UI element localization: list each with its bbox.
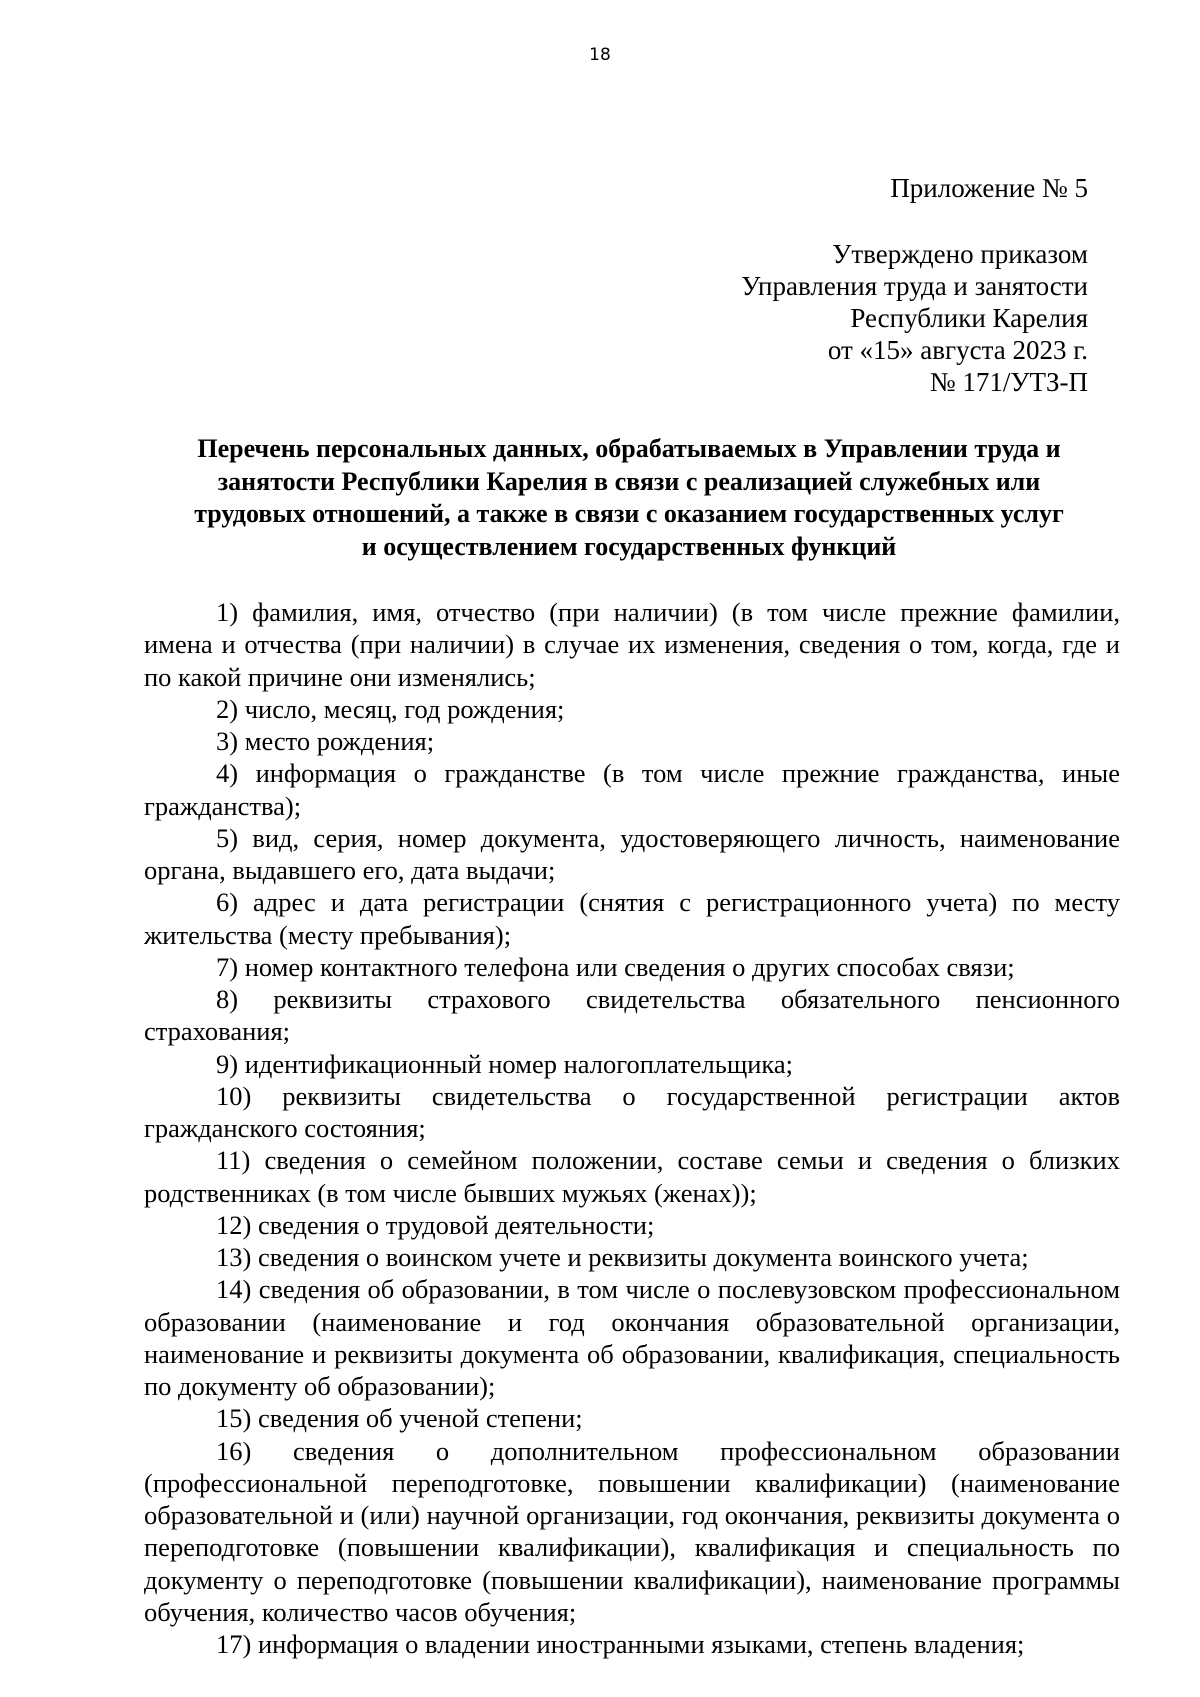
appendix-label: Приложение № 5 xyxy=(890,173,1088,203)
title-line: трудовых отношений, а также в связи с оказанием государственных услуг xyxy=(194,499,1064,528)
list-item: 9) идентификационный номер налогоплательщика; xyxy=(216,1048,794,1079)
title-line: и осуществлением государственных функций xyxy=(361,531,897,561)
list-item: 15) сведения об ученой степени; xyxy=(216,1403,583,1434)
list-item: 10) реквизиты свидетельства о государственной регистрации актов гражданского состояния; xyxy=(144,1080,1120,1143)
list-item: 13) сведения о воинском учете и реквизиты документа воинского учета; xyxy=(216,1242,1029,1272)
document-title xyxy=(140,433,1118,563)
list-item: 7) номер контактного телефона или сведения о других способах связи; xyxy=(216,951,1015,982)
list-item: 8) реквизиты страхового свидетельства обязательного пенсионного страхования; xyxy=(144,984,1120,1047)
list-item: 11) сведения о семейном положении, составе семьи и сведения о близких родственниках (в том числе бывших мужьях (женах)); xyxy=(144,1145,1120,1208)
list-item: 4) информация о гражданстве (в том числе прежние гражданства, иные гражданства); xyxy=(144,758,1120,821)
list-item: 17) информация о владении иностранными языками, степень владения; xyxy=(216,1629,1025,1659)
approval-block xyxy=(741,238,1088,398)
list-item: 16) сведения о дополнительном профессиональном образовании (профессиональной переподготовке, повышении квалификации) (наименование образовательной и (или) научной организации, год окончания, реквизиты документа о переподготовке (повышении квалификации), квалификация и специальность по документу о переподготовке (повышении квалификации), наименование программы обучения, количество часов обучения; xyxy=(144,1435,1120,1627)
approval-line: Утверждено приказом xyxy=(832,239,1088,269)
list-item: 12) сведения о трудовой деятельности; xyxy=(216,1209,655,1240)
approval-date: от «15» августа 2023 г. xyxy=(827,335,1088,365)
personal-data-list xyxy=(144,596,1120,1660)
list-item: 5) вид, серия, номер документа, удостоверяющего личность, наименование органа, выдавшего его, дата выдачи; xyxy=(144,822,1120,885)
approval-line: Республики Карелия xyxy=(850,303,1088,333)
list-item: 2) число, месяц, год рождения; xyxy=(216,693,565,724)
page-number: 18 xyxy=(589,45,611,65)
title-line: занятости Республики Карелия в связи с реализацией служебных или xyxy=(217,466,1041,496)
approval-line: Управления труда и занятости xyxy=(741,271,1088,301)
list-item: 6) адрес и дата регистрации (снятия с регистрационного учета) по месту жительства (месту пребывания); xyxy=(144,887,1120,950)
list-item: 1) фамилия, имя, отчество (при наличии) (в том числе прежние фамилии, имена и отчества (при наличии) в случае их изменения, сведения о том, когда, где и по какой причине они изменялись; xyxy=(144,597,1120,692)
list-item: 3) место рождения; xyxy=(216,726,435,756)
list-item: 14) сведения об образовании, в том числе о послевузовском профессиональном образовании (наименование и год окончания образовательной организации, наименование и реквизиты документа об образовании, квалификация, специальность по документу об образовании); xyxy=(144,1274,1120,1401)
title-line: Перечень персональных данных, обрабатываемых в Управлении труда и xyxy=(197,434,1061,463)
approval-order-number: № 171/УТЗ-П xyxy=(929,367,1088,397)
